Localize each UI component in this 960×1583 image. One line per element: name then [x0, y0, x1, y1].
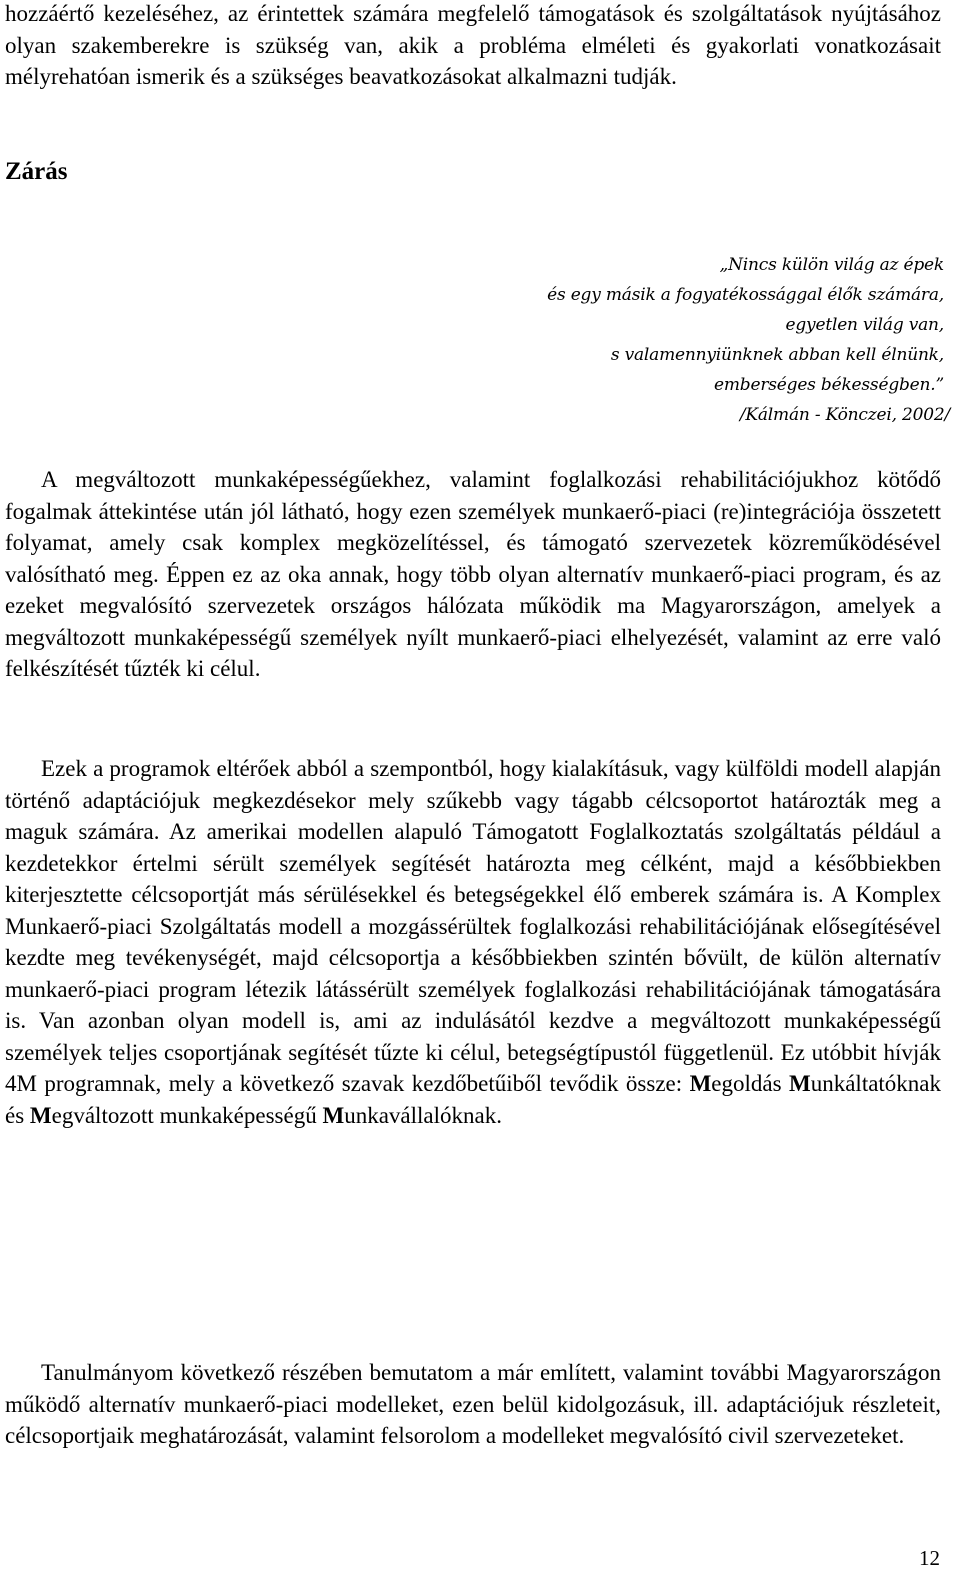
paragraph-1-text: A megváltozott munkaképességűekhez, valamint foglalkozási rehabilitációjukhoz kötődő fogalmak áttekintése után jól látható, hogy ezen személyek munkaerő-piaci (re)integrációja összetett folyamat, amely csak komplex megközelítéssel, és támogató szervezetek közreműködésével valósítható meg. Éppen ez az oka annak, hogy több olyan alternatív munkaerő-piaci program, és az ezeket megvalósító szervezetek országos hálózata működik ma Magyarországon, amelyek a megváltozott munkaképességű személyek nyílt munkaerő-piaci elhelyezését, valamint az erre való felkészítését tűzték ki célul.	[5, 467, 941, 681]
quote-line: „Nincs külön világ az épek	[719, 255, 944, 275]
quote-line: és egy másik a fogyatékossággal élők számára,	[547, 285, 944, 305]
intro-paragraph: hozzáértő kezeléséhez, az érintettek számára megfelelő támogatások és szolgáltatások nyújtásához olyan szakemberekre is szükség van, akik a probléma elméleti és gyakorlati vonatkozásait mélyrehatóan ismerik és a szükséges beavatkozásokat alkalmazni tudják.	[5, 1, 941, 89]
paragraph-2	[5, 753, 941, 1131]
acronym-word-rest: unkavállalóknak.	[344, 1102, 502, 1128]
quote-line: egyetlen világ van,	[785, 315, 944, 335]
page-number: 12	[919, 1546, 940, 1570]
paragraph-1	[5, 464, 941, 685]
quote-line: s valamennyiünknek abban kell élnünk,	[610, 345, 944, 365]
conjunction: és	[5, 1102, 25, 1128]
paragraph-3-text: Tanulmányom következő részében bemutatom a már említett, valamint további Magyarországon működő alternatív munkaerő-piaci modelleket, ezen belül kidolgozásuk, ill. adaptációjuk részleteit, célcsoportjaik meghatározását, valamint felsorolom a modelleket megvalósító civil szervezeteket.	[5, 1360, 941, 1448]
acronym-initial: M	[689, 1071, 712, 1096]
acronym-word-rest: unkáltatóknak	[810, 1071, 942, 1096]
acronym-word-rest: egoldás	[711, 1071, 782, 1096]
acronym-word-rest: egváltozott	[51, 1102, 154, 1128]
paragraph-3	[5, 1357, 941, 1452]
epigraph-quote	[384, 250, 950, 430]
acronym-initial: M	[29, 1102, 52, 1128]
acronym-initial: M	[789, 1071, 811, 1096]
section-heading: Zárás	[5, 158, 68, 185]
quote-source: /Kálmán - Könczei, 2002/	[739, 405, 950, 425]
quote-line: emberséges békességben.”	[714, 375, 944, 395]
acronym-word-tail: munkaképességű	[159, 1102, 317, 1128]
paragraph-2-text: Ezek a programok eltérőek abból a szempontból, hogy kialakításuk, vagy külföldi modell alapján történő adaptációjuk megkezdésekor mely szűkebb vagy tágabb célcsoportot határozták meg a maguk számára. Az amerikai modellen alapuló Támogatott Foglalkoztatás szolgáltatás például a kezdetekkor értelmi sérült személyek segítését határozta meg célként, majd a későbbiekben kiterjesztette célcsoportját más sérülésekkel és betegségekkel élő emberek számára is. A Komplex Munkaerő-piaci Szolgáltatás modell a mozgássérültek foglalkozási rehabilitációjának elősegítésével kezdte meg tevékenységét, majd célcsoportja a későbbiekben szintén bővült, de külön alternatív munkaerő-piaci program létezik látássérült személyek foglalkozási rehabilitációjának támogatására is. Van azonban olyan modell is, ami az indulásától kezdve a megváltozott munkaképességű személyek teljes csoportjának segítését tűzte ki célul, betegségtípustól függetlenül. Ez utóbbit hívják 4M programnak, mely a következő szavak kezdőbetűiből tevődik össze:	[5, 756, 941, 1096]
acronym-initial: M	[322, 1102, 345, 1128]
